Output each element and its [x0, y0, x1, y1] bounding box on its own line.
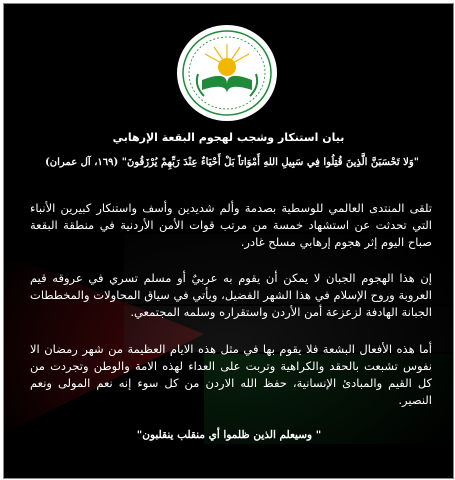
- emblem-sun-book-icon: [176, 24, 278, 122]
- statement-title: بيان استنكار وشجب لهجوم البقعة الإرهابي: [112, 131, 345, 144]
- paragraph-1: تلقى المنتدى العالمي للوسطية بصدمة وألم شديدين وأسف واستنكار كبيرين الأنباء التي تحدثت عن استشهاد خمسة من مرتب قوات الأمن الأردنية في منطقة البقعة صباح اليوم إثر هجوم إرهابي مسلح غادر.: [30, 201, 432, 249]
- paragraph-3: أما هذه الأفعال البشعة فلا يقوم بها في مثل هذه الايام العظيمة من شهر رمضان الا نفوس تشبعت بالحقد والكراهية وتربت على العداء لهذه الامة والوطن وتجردت من كل القيم والمبادئ الإنسانية، حفظ الله الاردن من كل سوء إنه نعم المولى ونعم النصير.: [30, 342, 432, 407]
- statement-frame: [3, 3, 454, 479]
- closing-verse: " وسيعلم الذين ظلموا أي منقلب ينقلبون": [136, 429, 322, 441]
- quran-verse: "وَلا تَحْسَبَنَّ الَّذِينَ قُتِلُوا فِي سَبِيلِ اللهِ أَمْوَاتاً بَلْ أَحْيَاءٌ عِنْدَ رَبِّهِمْ يُرْزَقُونَ" (١٦٩، آل عمران): [45, 157, 419, 168]
- paragraph-2: إن هذا الهجوم الجبان لا يمكن أن يقوم به عربيٌ أو مسلم تسري في عروقه قيم العروبة وروح الإسلام في هذا الشهر الفضيل، ويأتي في سياق المحاولات والمخططات الجبانة الهادفة لزعزعة أمن الأردن واستقراره وسلمه المجتمعي.: [30, 271, 432, 319]
